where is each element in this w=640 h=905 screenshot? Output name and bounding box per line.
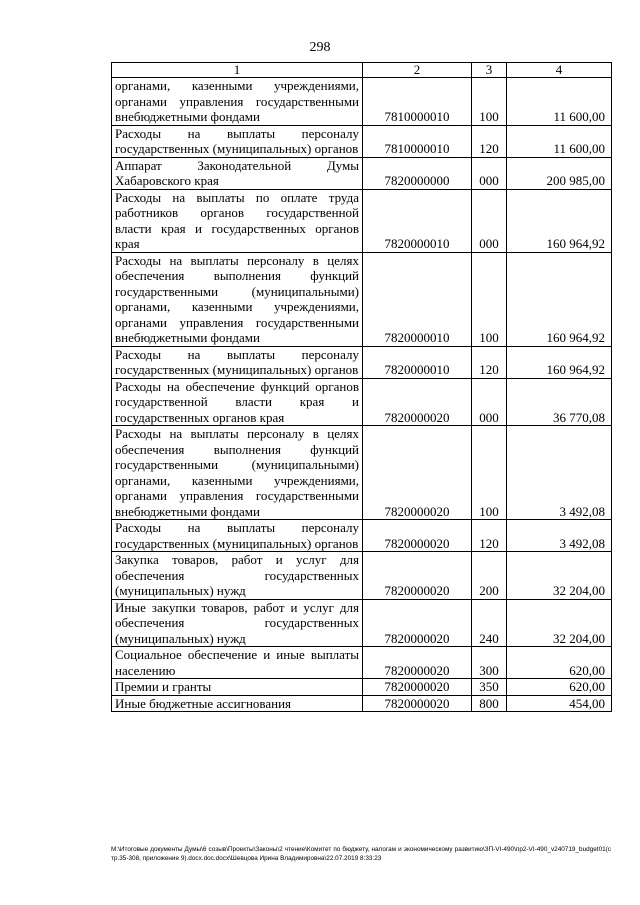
table-row: [112, 426, 612, 520]
expense-type-code: 120: [472, 125, 507, 157]
column-header-2: 2: [363, 63, 472, 78]
expense-name: органами, казенными учреждениями, органами управления государственными внебюджетными фондами: [112, 78, 363, 126]
table-row: [112, 346, 612, 378]
target-article-code: 7820000010: [363, 189, 472, 252]
expense-name: Иные бюджетные ассигнования: [112, 695, 363, 712]
amount: 620,00: [507, 679, 612, 696]
page-number: 298: [309, 40, 331, 55]
target-article-code: 7820000010: [363, 346, 472, 378]
expense-name: Премии и гранты: [112, 679, 363, 696]
column-header-4: 4: [507, 63, 612, 78]
expense-name: Расходы на выплаты персоналу в целях обеспечения выполнения функций государственными (муниципальными) органами, казенными учреждениями, органами управления государственными внебюджетными фондами: [112, 252, 363, 346]
amount: 3 492,08: [507, 520, 612, 552]
table-row: [112, 378, 612, 426]
expense-name: Аппарат Законодательной Думы Хабаровского края: [112, 157, 363, 189]
expense-type-code: 120: [472, 346, 507, 378]
table-row: [112, 189, 612, 252]
expense-name: Иные закупки товаров, работ и услуг для обеспечения государственных (муниципальных) нужд: [112, 599, 363, 647]
amount: 11 600,00: [507, 125, 612, 157]
target-article-code: 7820000020: [363, 679, 472, 696]
expense-name: Расходы на выплаты персоналу государственных (муниципальных) органов: [112, 520, 363, 552]
amount: 36 770,08: [507, 378, 612, 426]
expense-type-code: 100: [472, 426, 507, 520]
target-article-code: 7820000000: [363, 157, 472, 189]
expense-type-code: 000: [472, 189, 507, 252]
table-row: [112, 679, 612, 696]
budget-table: [111, 62, 612, 712]
target-article-code: 7820000020: [363, 426, 472, 520]
target-article-code: 7820000020: [363, 520, 472, 552]
amount: 200 985,00: [507, 157, 612, 189]
table-header-row: [112, 63, 612, 78]
target-article-code: 7820000010: [363, 252, 472, 346]
table-row: [112, 78, 612, 126]
target-article-code: 7820000020: [363, 378, 472, 426]
target-article-code: 7810000010: [363, 125, 472, 157]
column-header-3: 3: [472, 63, 507, 78]
amount: 160 964,92: [507, 189, 612, 252]
amount: 3 492,08: [507, 426, 612, 520]
table-row: [112, 157, 612, 189]
expense-type-code: 800: [472, 695, 507, 712]
amount: 32 204,00: [507, 599, 612, 647]
expense-name: Расходы на выплаты персоналу государственных (муниципальных) органов: [112, 346, 363, 378]
target-article-code: 7820000020: [363, 647, 472, 679]
expense-name: Социальное обеспечение и иные выплаты населению: [112, 647, 363, 679]
expense-name: Закупка товаров, работ и услуг для обеспечения государственных (муниципальных) нужд: [112, 552, 363, 600]
table-row: [112, 125, 612, 157]
expense-type-code: 000: [472, 157, 507, 189]
expense-name: Расходы на выплаты персоналу государственных (муниципальных) органов: [112, 125, 363, 157]
expense-name: Расходы на выплаты персоналу в целях обеспечения выполнения функций государственными (муниципальными) органами, казенными учреждениями, органами управления государственными внебюджетными фондами: [112, 426, 363, 520]
amount: 160 964,92: [507, 346, 612, 378]
table-row: [112, 520, 612, 552]
amount: 11 600,00: [507, 78, 612, 126]
table-row: [112, 552, 612, 600]
document-path-footer: M:\Итоговые документы Думы\6 созыв\Проекты\Законы\2 чтение\Комитет по бюджету, налогам и экономическому развитию\ЗП-VI-490\пр2-VI-490_v240719_budget01(стр.35-308, приложение 9).docx.doc.docx\Шевцова Ирина Владимировна\22.07.2019 8:33:23: [111, 846, 611, 862]
expense-name: Расходы на выплаты по оплате труда работников органов государственной власти края и государственных органов края: [112, 189, 363, 252]
table-row: [112, 695, 612, 712]
expense-type-code: 120: [472, 520, 507, 552]
table-row: [112, 599, 612, 647]
expense-type-code: 200: [472, 552, 507, 600]
amount: 160 964,92: [507, 252, 612, 346]
target-article-code: 7810000010: [363, 78, 472, 126]
expense-type-code: 100: [472, 252, 507, 346]
expense-name: Расходы на обеспечение функций органов государственной власти края и государственных органов края: [112, 378, 363, 426]
target-article-code: 7820000020: [363, 599, 472, 647]
table-row: [112, 252, 612, 346]
target-article-code: 7820000020: [363, 552, 472, 600]
expense-type-code: 100: [472, 78, 507, 126]
expense-type-code: 000: [472, 378, 507, 426]
expense-type-code: 240: [472, 599, 507, 647]
amount: 32 204,00: [507, 552, 612, 600]
expense-type-code: 350: [472, 679, 507, 696]
table-row: [112, 647, 612, 679]
amount: 454,00: [507, 695, 612, 712]
column-header-1: 1: [112, 63, 363, 78]
expense-type-code: 300: [472, 647, 507, 679]
amount: 620,00: [507, 647, 612, 679]
target-article-code: 7820000020: [363, 695, 472, 712]
